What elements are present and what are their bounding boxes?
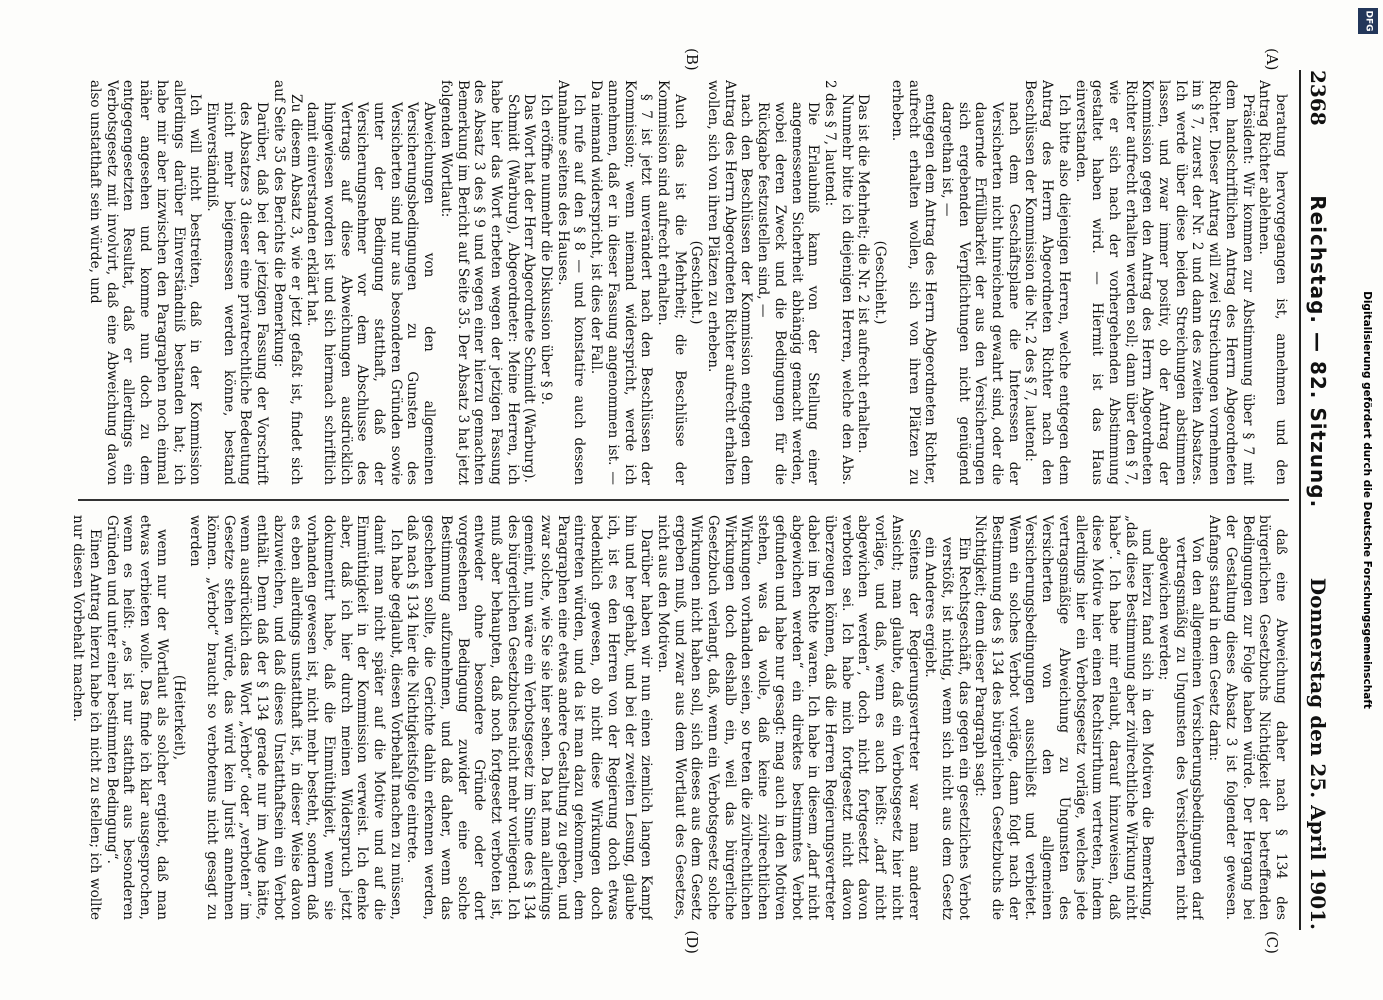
quoted-paragraph: Darüber, daß bei der jetzigen Fassung der Vorschrift des Absatzes 3 dieser eine privatrechtliche Bedeutung nicht mehr beigemessen werden könne, bestand Einverständniß. bbox=[204, 102, 271, 485]
paragraph: wenn nur der Wortlaut als solcher ergiebt, daß man etwas verbieten wolle. Das finde ich klar ausgesprochen, wenn es heißt: „es ist nur statthaft aus besonderen Gründen und unter einer bestimmten Bedingung“. bbox=[103, 515, 170, 920]
rotated-document-page bbox=[58, 40, 1341, 960]
paragraph: Ich eröffne nunmehr die Diskussion über § 9. bbox=[538, 94, 555, 405]
margin-marker-a: (A) bbox=[1263, 48, 1281, 71]
running-header bbox=[1299, 70, 1335, 930]
margin-marker-c: (C) bbox=[1263, 930, 1281, 954]
paragraph: Ich rufe auf den § 8 — und konstatire auch dessen Annahme seitens des Hauses. bbox=[554, 80, 588, 485]
quoted-paragraph: Ein Rechtsgeschäft, das gegen ein gesetzliches Verbot verstößt, ist nichtig, wenn sich nicht aus dem Gesetz ein Anderes ergiebt. bbox=[922, 537, 972, 920]
left-column bbox=[68, 80, 1289, 485]
dfg-logo-text: DFG bbox=[1363, 10, 1374, 32]
paragraph: Das Wort hat der Herr Abgeordnete Schmidt (Warburg). bbox=[521, 94, 538, 483]
quoted-paragraph: Die Erlaubniß kann von der Stellung einer angemessenen Sicherheit abhängig gemacht werden, wobei deren Zweck und die Bedingungen für die Rückgabe festzustellen sind, — bbox=[755, 102, 822, 485]
paragraph: Ich bitte also diejenigen Herren, welche entgegen dem Antrag des Herrn Abgeordneten Richter nach den Beschlüssen der Kommission die Nr. 2 des § 7, lautend: bbox=[1022, 80, 1072, 485]
paragraph: nach den Beschlüssen der Kommission entgegen dem Antrag des Herrn Abgeordneten Richter aufrecht erhalten wollen, sich von ihren Plätzen zu erheben. bbox=[705, 80, 755, 485]
paragraph: § 7 ist jetzt unverändert nach den Beschlüssen der Kommission; wenn niemand widerspricht, werde ich annehmen, daß er in dieser Fassung angenommen ist. — Da niemand widerspricht, ist dies der Fall. bbox=[588, 80, 655, 485]
paragraph: Ich habe geglaubt, diesen Vorbehalt machen zu müssen, damit man nicht später auf die Motive und auf die Einmüthigkeit in der Kommission verweist. Ich denke aber, daß ich hier durch meinen Widerspruch jetzt dokumentirt habe, daß die Einmüthigkeit, wenn sie vorhanden gewesen ist, nicht mehr besteht, sondern daß es eben allerdings unstatthaft ist, in dieser Weise davon abzuweichen, und daß dieses Unstatthaftsein ein Verbot enthält. Denn daß der § 134 gerade nur im Auge hätte, wenn ausdrücklich das Wort „Verbot“ oder „verboten“ im Gesetze stehen würde, das wird kein Jurist annehmen können. „Verbot“ braucht so verbotenus nicht gesagt zu werden bbox=[187, 515, 404, 920]
margin-marker-d: (D) bbox=[683, 930, 701, 954]
paragraph: Darüber haben wir nun einen ziemlich langen Kampf hin und her gehabt, und bei der zweiten Lesung, glaube ich, ist es den Herren von der Regierung doch etwas bedenklich gewesen, ob nicht diese Wirkungen doch eintreten würden, und da ist man dazu gekommen, dem Paragraphen eine etwas andere Gestaltung zu geben, und zwar solche, wie Sie sie hier sehen. Da hat man allerdings gemeint, nun wäre ein Verbotsgesetz im Sinne des § 134 des bürgerlichen Gesetzbuches nicht mehr vorliegend. Ich muß aber behaupten, daß noch fortgesetzt verboten ist, entweder ohne besondere Gründe oder dort vorgesehenen Bedingung zuwider eine solche Bestimmung aufzunehmen, und daß daher, wenn das geschehen sollte, die Gerichte dahin erkennen werden, daß nach § 134 hier die Nichtigkeitsfolge eintrete. bbox=[404, 515, 655, 920]
right-column bbox=[68, 515, 1289, 920]
paragraph: entgegen dem Antrag des Herrn Abgeordneten Richter, aufrecht erhalten wollen, sich von ihren Plätzen zu erheben. bbox=[888, 80, 939, 485]
paragraph: Auch das ist die Mehrheit; die Beschlüsse der Kommission sind aufrecht erhalten. bbox=[654, 80, 688, 485]
quoted-paragraph: Abweichungen von den allgemeinen Versicherungsbedingungen zu Gunsten des Versicherten sind nur aus besonderen Gründen sowie unter der Bedingung statthaft, daß der Versicherungsnehmer vor dem Abschlusse des Vertrags auf diese Abweichungen ausdrücklich hingewiesen worden ist und sich hiermach schriftlich damit einverstanden erklärt hat. bbox=[304, 102, 438, 485]
quoted-paragraph: Von den allgemeinen Versicherungsbedingungen darf vertragsmäßig zu Ungunsten des Versicherten nicht abgewichen werden; bbox=[1156, 537, 1206, 920]
quoted-paragraph: nach dem Geschäftsplane die Interessen der Versicherten nicht hinreichend gewahrt sind, oder die dauernde Erfüllbarkeit der aus den Versicherungen sich ergebenden Verpflichtungen nicht genügend dargethan ist, — bbox=[938, 102, 1022, 485]
paragraph: Einen Antrag hierzu habe ich nicht zu stellen; ich wollte nur diesen Vorbehalt machen. bbox=[70, 515, 104, 920]
paragraph: Zu diesem Absatz 3, wie er jetzt gefaßt ist, findet sich auf Seite 35 des Berichts die Bemerkung: bbox=[270, 80, 304, 485]
credit-text: Digitalisierung gefördert durch die Deutsche Forschungsgemeinschaft bbox=[1361, 291, 1373, 709]
header-date: Donnerstag den 25. April 1901. bbox=[1306, 577, 1330, 930]
paragraph: Schmidt (Warburg), Abgeordneter: Meine Herren, ich habe hier das Wort erbeten wegen der jetzigen Fassung des Absatz 3 des § 9 und wegen einer hierzu gemachten Bemerkung im Bericht auf Seite 35. Der Absatz 3 hat jetzt folgenden Wortlaut: bbox=[437, 80, 521, 485]
paragraph: Das ist die Mehrheit; die Nr. 2 ist aufrecht erhalten. bbox=[855, 94, 872, 454]
header-title: Reichstag. — 82. Sitzung. bbox=[1306, 195, 1330, 509]
stage-direction: (Geschieht.) bbox=[688, 240, 705, 325]
digitization-credit bbox=[1357, 40, 1377, 960]
paragraph: und hierzu fand sich in den Motiven die Bemerkung, „daß diese Bestimmung aber zivilrechtliche Wirkung nicht habe“. Ich habe mir erlaubt, darauf hinzuweisen, daß diese Motive hier einen Rechtsirrthum vertreten, indem allerdings hier ein Verbotsgesetz vorläge, welches jede vertragsmäßige Abweichung zu Ungunsten des Versicherten von den allgemeinen Versicherungsbedingungen ausschließt und verbietet. Wenn ein solches Verbot vorläge, dann folgt nach der Bestimmung des § 134 des bürgerlichen Gesetzbuchs die Nichtigkeit; denn dieser Paragraph sagt: bbox=[972, 515, 1156, 920]
column-divider bbox=[78, 499, 1289, 501]
paragraph: Seitens der Regierungsvertreter war man anderer Ansicht; man glaubte, daß ein Verbotsgesetz hier nicht vorläge, und daß, wenn es auch heißt: „darf nicht abgewichen werden“, doch nicht fortgesetzt davon verboten sei. Ich habe mich fortgesetzt nicht davon überzeugen können, daß die Herren Regierungsvertreter dabei im Rechte waren. Ich habe in diesem „darf nicht abgewichen werden“ ein direktes bestimmtes Verbot gefunden und habe nur gesagt: mag auch in den Motiven stehen, was da wolle, daß keine zivilrechtlichen Wirkungen vorhanden seien, so treten die zivilrechtlichen Wirkungen doch deshalb ein, weil das bürgerliche Gesetzbuch verlangt, daß, wenn ein Verbotsgesetz solche Wirkungen nicht haben soll, sich dieses aus dem Gesetz ergeben muß, und zwar aus dem Wortlaut des Gesetzes, nicht aus den Motiven. bbox=[654, 515, 922, 920]
stage-direction: (Heiterkeit), bbox=[170, 674, 187, 761]
paragraph: beratung hervorgegangen ist, annehmen und den Antrag Richter ablehnen. bbox=[1256, 80, 1289, 485]
dfg-logo bbox=[1358, 8, 1378, 34]
margin-marker-b: (B) bbox=[683, 48, 701, 71]
stage-direction: (Geschieht.) bbox=[872, 240, 889, 325]
paragraph: Ich will nicht bestreiten, daß in der Kommission allerdings darüber Einverständniß bestanden hat; ich habe mir aber inzwischen den Paragraphen noch einmal näher angesehen und komme nun doch zu dem entgegengesetzten Resultat, daß er allerdings ein Verbotsgesetz mit involvirt, daß eine Abweichung davon also unstatthaft sein würde, und bbox=[87, 80, 204, 485]
paragraph: Präsident: Wir kommen zur Abstimmung über § 7 mit dem handschriftlichen Antrag des Herrn Abgeordneten Richter. Dieser Antrag will zwei Streichungen vornehmen im § 7, zuerst der Nr. 2 und dann des zweiten Absatzes. Ich werde über diese beiden Streichungen abstimmen lassen, und zwar immer positiv, ob der Antrag der Kommission gegen den Antrag des Herrn Abgeordneten Richter aufrecht erhalten werden soll; dann über den § 7, wie er sich nach der vorhergehenden Abstimmung gestaltet haben wird. — Hiermit ist das Haus einverstanden. bbox=[1072, 80, 1256, 485]
page-number: 2368 bbox=[1306, 70, 1330, 126]
paragraph: Nunmehr bitte ich diejenigen Herren, welche den Abs. 2 des § 7, lautend: bbox=[822, 80, 855, 485]
paragraph: daß eine Abweichung daher nach § 134 des bürgerlichen Gesetzbuchs Nichtigkeit der betreffenden Bedingungen zur Folge haben würde. Der Hergang bei der Gestaltung dieses Absatz 3 ist folgender gewesen. Anfangs stand in dem Gesetz darin: bbox=[1206, 515, 1289, 920]
